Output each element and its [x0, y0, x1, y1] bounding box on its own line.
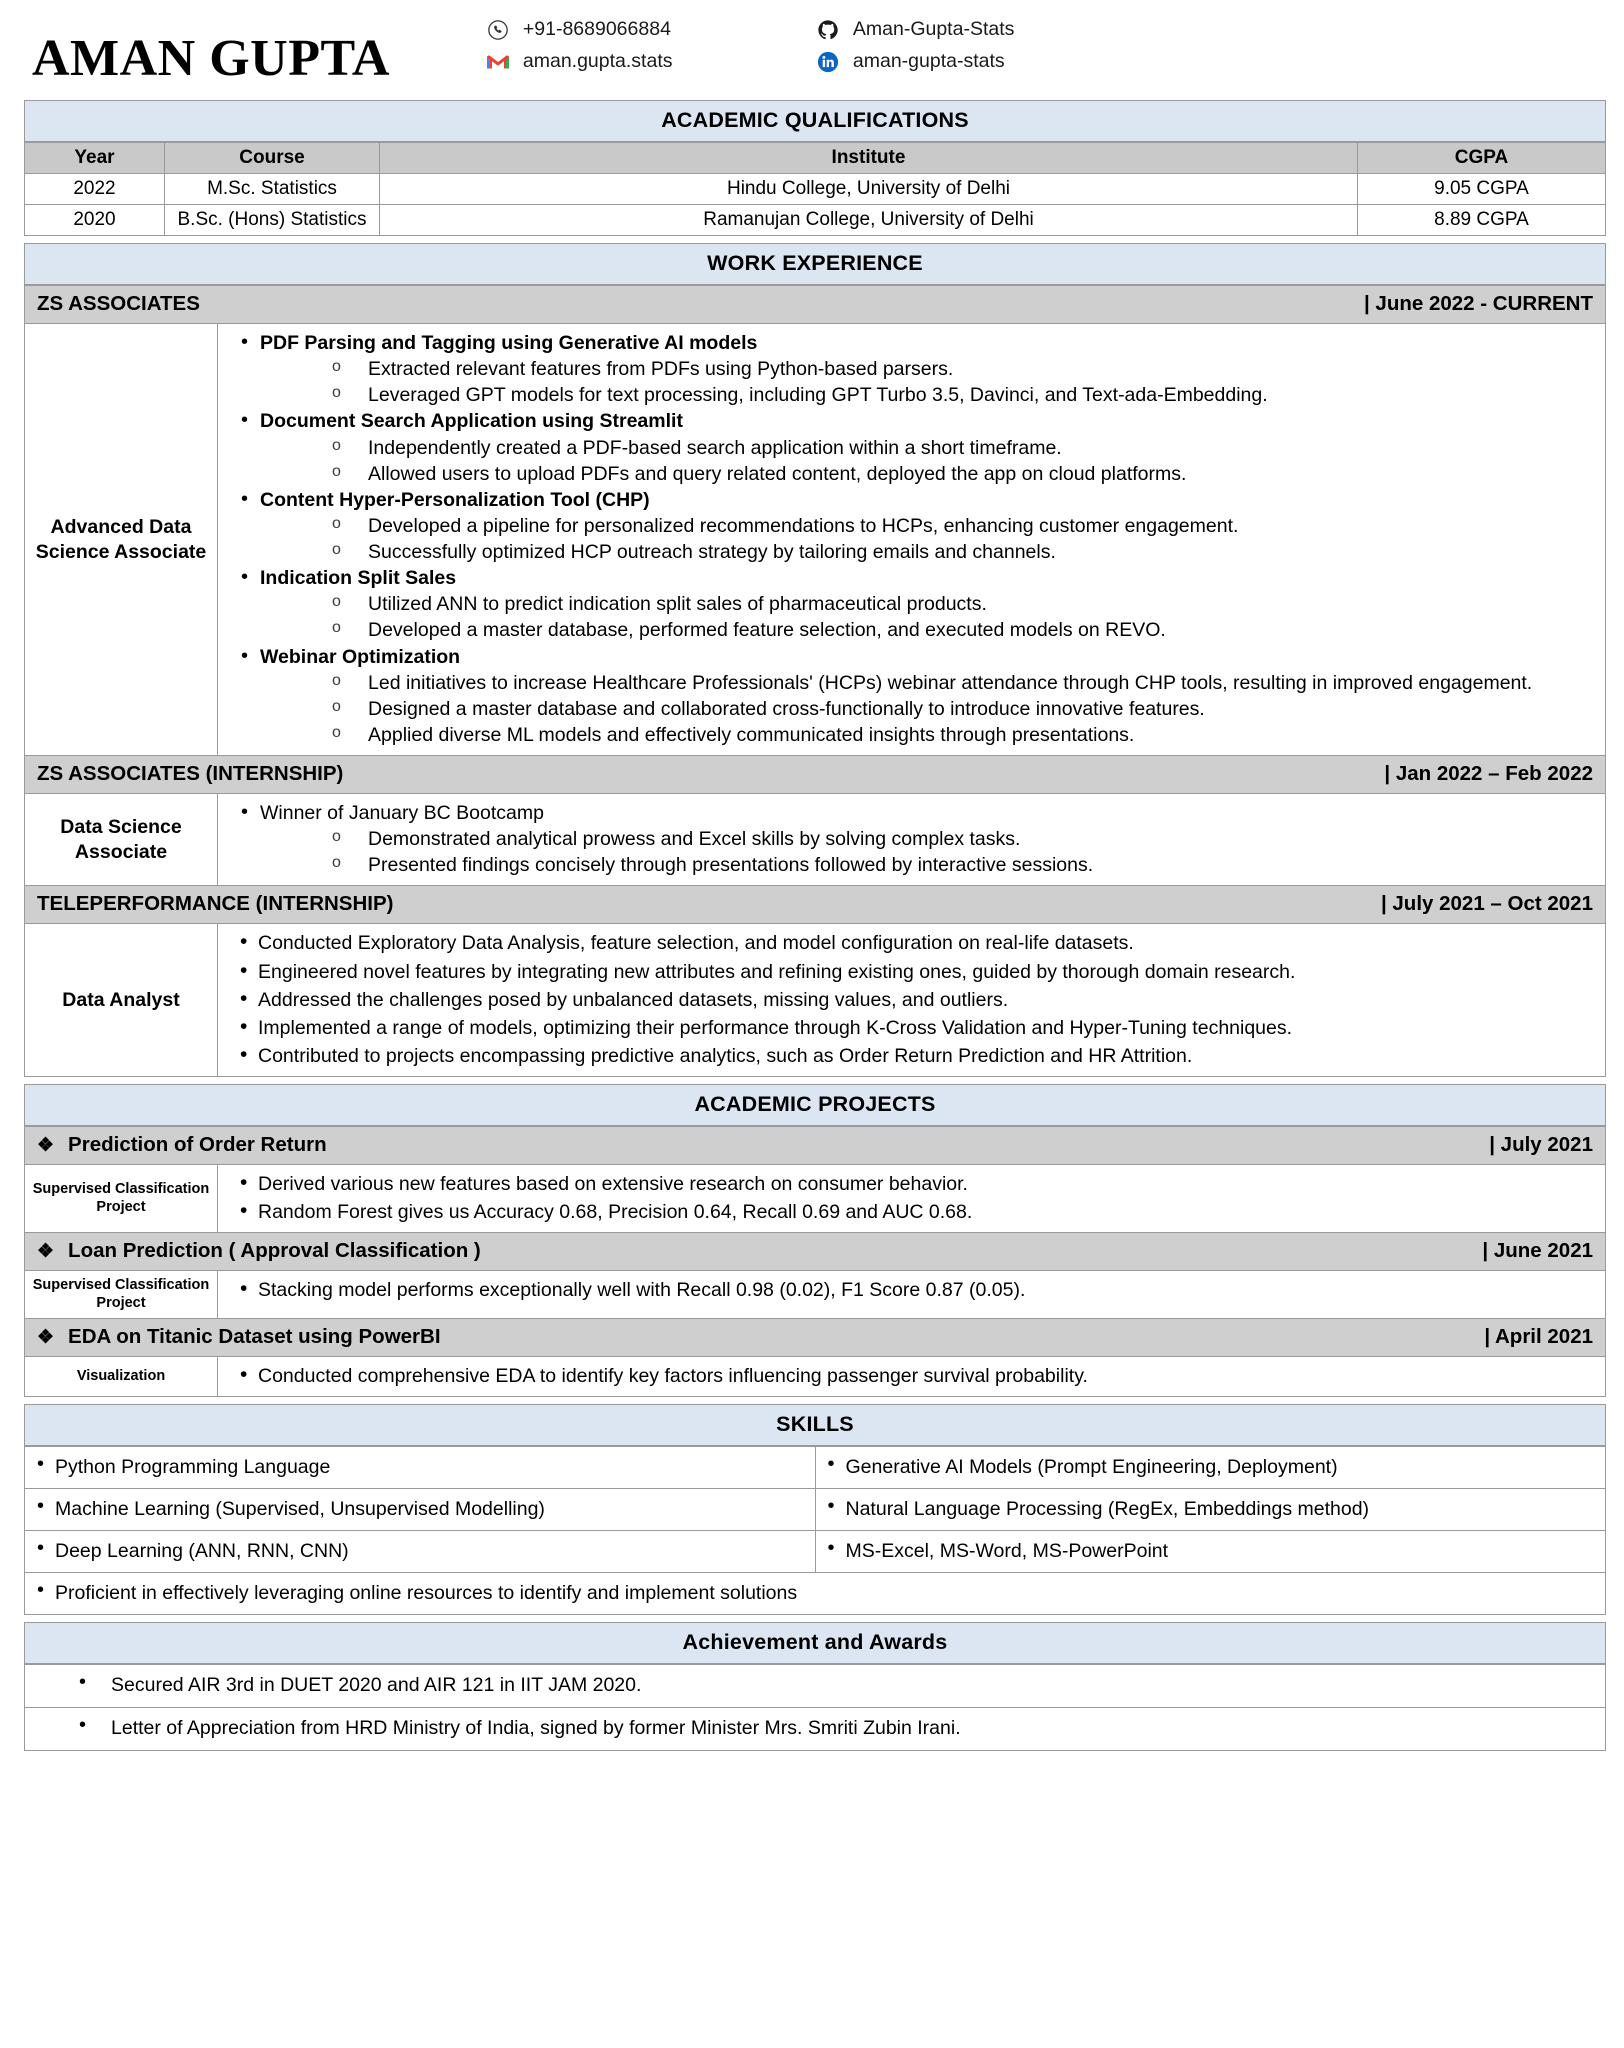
sub-bullet: o Successfully optimized HCP outreach strategy by tailoring emails and channels.	[260, 539, 1595, 565]
company-dates: | July 2021 – Oct 2021	[1380, 892, 1593, 916]
table-row	[25, 1531, 1606, 1573]
skill-cell-fullwidth	[25, 1573, 1606, 1615]
bullet-item	[234, 644, 1595, 749]
col-institute: Institute	[380, 143, 1358, 174]
bullet-item: • Implemented a range of models, optimizing their performance through K-Cross Validation and Hyper-Tuning techniques.	[234, 1015, 1595, 1041]
sub-bullet: o Led initiatives to increase Healthcare Professionals' (HCPs) webinar attendance through CHP tools, resulting in improved engagement.	[260, 670, 1595, 696]
cell-course: M.Sc. Statistics	[165, 174, 380, 205]
skill-cell	[815, 1489, 1606, 1531]
skill-cell	[815, 1447, 1606, 1489]
sub-bullet: o Designed a master database and collaborated cross-functionally to introduce innovative features.	[260, 696, 1595, 722]
company-name: ZS ASSOCIATES	[37, 292, 200, 315]
sub-bullet: o Developed a master database, performed feature selection, and executed models on REVO.	[260, 617, 1595, 643]
skill-cell	[25, 1531, 816, 1573]
project-bar-loan-prediction	[24, 1233, 1606, 1271]
contact-email[interactable]	[486, 50, 816, 74]
bullet-item: • Conducted comprehensive EDA to identify key factors influencing passenger survival probability.	[234, 1363, 1595, 1389]
bullet-item: • Stacking model performs exceptionally well with Recall 0.98 (0.02), F1 Score 0.87 (0.05).	[234, 1277, 1595, 1303]
contact-linkedin[interactable]	[816, 50, 1146, 74]
contact-phone[interactable]	[486, 18, 816, 42]
bullet-item	[234, 565, 1595, 643]
project-bar-titanic-eda	[24, 1319, 1606, 1357]
bullet-item: • Addressed the challenges posed by unbalanced datasets, missing values, and outliers.	[234, 987, 1595, 1013]
company-dates: | Jan 2022 – Feb 2022	[1384, 762, 1593, 785]
section-header-academic-qualifications: ACADEMIC QUALIFICATIONS	[24, 100, 1606, 142]
project-tag: Supervised Classification Project	[25, 1165, 218, 1232]
achievement-text: • Letter of Appreciation from HRD Ministry of India, signed by former Minister Mrs. Smriti Zubin Irani.	[35, 1717, 1595, 1740]
cell-institute: Ramanujan College, University of Delhi	[380, 205, 1358, 236]
skill-cell	[25, 1447, 816, 1489]
linkedin-text: aman-gupta-stats	[852, 50, 1005, 73]
project-body-loan-prediction	[24, 1271, 1606, 1319]
role-title: Advanced Data Science Associate	[25, 324, 218, 755]
project-date: | June 2021	[1482, 1239, 1593, 1263]
section-header-academic-projects: ACADEMIC PROJECTS	[24, 1084, 1606, 1126]
bullet-item	[234, 800, 1595, 878]
company-name: TELEPERFORMANCE (INTERNSHIP)	[37, 892, 394, 916]
company-bar-zs-associates-internship	[24, 756, 1606, 794]
cell-course: B.Sc. (Hons) Statistics	[165, 205, 380, 236]
sub-bullet: o Extracted relevant features from PDFs using Python-based parsers.	[260, 356, 1595, 382]
company-bar-zs-associates	[24, 285, 1606, 324]
contact-column-right	[816, 18, 1146, 74]
diamond-bullet-icon: ❖	[37, 1326, 55, 1348]
skill-text: • MS-Excel, MS-Word, MS-PowerPoint	[826, 1540, 1598, 1563]
achievement-row	[24, 1664, 1606, 1708]
sub-bullet: o Demonstrated analytical prowess and Excel skills by solving complex tasks.	[260, 826, 1595, 852]
email-text: aman.gupta.stats	[522, 50, 673, 73]
github-icon	[816, 18, 840, 42]
sub-bullet: o Utilized ANN to predict indication split sales of pharmaceutical products.	[260, 591, 1595, 617]
cell-cgpa: 8.89 CGPA	[1358, 205, 1606, 236]
bullet-item: • Derived various new features based on extensive research on consumer behavior.	[234, 1171, 1595, 1197]
project-name: Prediction of Order Return	[68, 1133, 327, 1156]
bullet-heading: • Document Search Application using Streamlit	[260, 410, 683, 433]
bullet-item: • Conducted Exploratory Data Analysis, feature selection, and model configuration on real-life datasets.	[234, 930, 1595, 956]
bullet-heading: • PDF Parsing and Tagging using Generative AI models	[260, 332, 758, 354]
skill-text: • Deep Learning (ANN, RNN, CNN)	[35, 1540, 807, 1563]
project-tag: Supervised Classification Project	[25, 1271, 218, 1318]
resume-header	[24, 8, 1606, 100]
experience-body-zs-associates	[24, 324, 1606, 756]
linkedin-icon	[816, 50, 840, 74]
skill-text: • Machine Learning (Supervised, Unsupervised Modelling)	[35, 1498, 807, 1521]
sub-bullet: o Allowed users to upload PDFs and query related content, deployed the app on cloud platforms.	[260, 461, 1595, 487]
company-name: ZS ASSOCIATES (INTERNSHIP)	[37, 762, 344, 785]
sub-bullet: o Leveraged GPT models for text processing, including GPT Turbo 3.5, Davinci, and Text-ada-Embedding.	[260, 382, 1595, 408]
project-tag: Visualization	[25, 1357, 218, 1396]
col-course: Course	[165, 143, 380, 174]
role-title: Data Science Associate	[25, 794, 218, 885]
experience-bullets	[218, 794, 1605, 885]
skill-cell	[25, 1489, 816, 1531]
skill-text: • Generative AI Models (Prompt Engineering, Deployment)	[826, 1456, 1598, 1479]
project-date: | July 2021	[1489, 1133, 1593, 1156]
skill-text: • Python Programming Language	[35, 1456, 807, 1479]
bullet-heading: • Webinar Optimization	[260, 645, 461, 668]
contact-github[interactable]	[816, 18, 1146, 42]
table-row	[25, 1573, 1606, 1615]
academic-qualifications-table	[24, 142, 1606, 236]
section-header-skills: SKILLS	[24, 1404, 1606, 1446]
project-bullets	[218, 1271, 1605, 1318]
phone-icon	[486, 18, 510, 42]
table-row	[25, 1489, 1606, 1531]
table-row	[25, 1447, 1606, 1489]
company-bar-teleperformance	[24, 886, 1606, 924]
section-header-achievements: Achievement and Awards	[24, 1622, 1606, 1664]
project-bullets	[218, 1165, 1605, 1232]
experience-body-zs-internship	[24, 794, 1606, 886]
sub-bullet: o Presented findings concisely through presentations followed by interactive sessions.	[260, 852, 1595, 878]
col-year: Year	[25, 143, 165, 174]
bullet-heading: • Indication Split Sales	[260, 567, 457, 590]
skills-table	[24, 1446, 1606, 1615]
achievement-text: • Secured AIR 3rd in DUET 2020 and AIR 121 in IIT JAM 2020.	[35, 1674, 1595, 1697]
page-title: AMAN GUPTA	[32, 30, 390, 87]
bullet-item: • Random Forest gives us Accuracy 0.68, Precision 0.64, Recall 0.69 and AUC 0.68.	[234, 1199, 1595, 1225]
experience-bullets	[218, 324, 1605, 755]
section-header-work-experience: WORK EXPERIENCE	[24, 243, 1606, 285]
phone-text: +91-8689066884	[522, 18, 671, 41]
project-body-order-return	[24, 1165, 1606, 1233]
experience-bullets	[218, 924, 1605, 1076]
bullet-item: • Engineered novel features by integrating new attributes and refining existing ones, guided by thorough domain research.	[234, 959, 1595, 985]
skill-cell	[815, 1531, 1606, 1573]
bullet-heading: • Content Hyper-Personalization Tool (CHP)	[260, 488, 650, 511]
bullet-item: • Contributed to projects encompassing predictive analytics, such as Order Return Prediction and HR Attrition.	[234, 1043, 1595, 1069]
contact-column-left	[486, 18, 816, 74]
project-body-titanic-eda	[24, 1357, 1606, 1397]
bullet-item	[234, 487, 1595, 565]
skill-text: • Proficient in effectively leveraging online resources to identify and implement solutions	[35, 1582, 1597, 1605]
gmail-icon	[486, 50, 510, 74]
cell-institute: Hindu College, University of Delhi	[380, 174, 1358, 205]
sub-bullet: o Developed a pipeline for personalized recommendations to HCPs, enhancing customer engagement.	[260, 513, 1595, 539]
achievement-row	[24, 1708, 1606, 1751]
table-header-row	[25, 143, 1606, 174]
project-name: Loan Prediction ( Approval Classification )	[68, 1239, 481, 1263]
bullet-item	[234, 408, 1595, 486]
experience-body-teleperformance	[24, 924, 1606, 1077]
diamond-bullet-icon: ❖	[37, 1134, 55, 1156]
project-bullets	[218, 1357, 1605, 1396]
sub-bullet: o Independently created a PDF-based search application within a short timeframe.	[260, 435, 1595, 461]
role-title: Data Analyst	[25, 924, 218, 1076]
table-row	[25, 174, 1606, 205]
skill-text: • Natural Language Processing (RegEx, Embeddings method)	[826, 1498, 1598, 1521]
project-name: EDA on Titanic Dataset using PowerBI	[68, 1325, 441, 1349]
company-dates: | June 2022 - CURRENT	[1363, 292, 1593, 315]
project-bar-order-return	[24, 1126, 1606, 1165]
cell-cgpa: 9.05 CGPA	[1358, 174, 1606, 205]
project-date: | April 2021	[1484, 1325, 1593, 1349]
cell-year: 2022	[25, 174, 165, 205]
cell-year: 2020	[25, 205, 165, 236]
diamond-bullet-icon: ❖	[37, 1240, 55, 1262]
contact-block	[390, 14, 1606, 74]
bullet-item	[234, 330, 1595, 408]
sub-bullet: o Applied diverse ML models and effectively communicated insights through presentations.	[260, 722, 1595, 748]
col-cgpa: CGPA	[1358, 143, 1606, 174]
table-row	[25, 205, 1606, 236]
bullet-heading: • Winner of January BC Bootcamp	[260, 802, 544, 824]
github-text: Aman-Gupta-Stats	[852, 18, 1015, 41]
